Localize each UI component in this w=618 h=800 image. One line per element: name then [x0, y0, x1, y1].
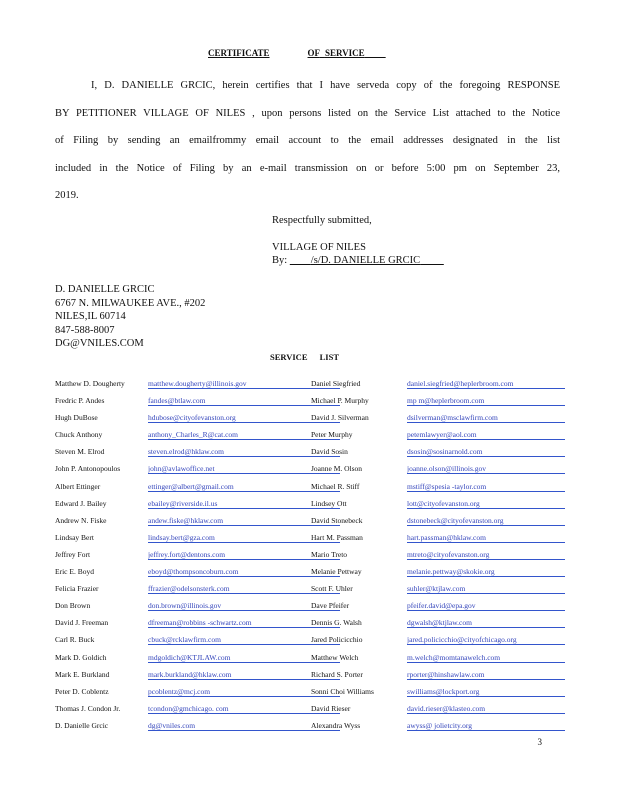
service-list-row — [55, 480, 565, 497]
service-list — [55, 377, 565, 736]
contact-email-link[interactable]: rporter@hinshawlaw.com — [407, 670, 565, 680]
contact-name: Joanne M. Olson — [311, 464, 363, 474]
contact-email-link[interactable]: petemlawyer@aol.com — [407, 430, 565, 440]
signature-closing: Respectfully submitted, — [272, 215, 372, 226]
contact-email-link[interactable]: daniel.siegfried@heplerbroom.com — [407, 379, 565, 389]
service-list-row — [55, 462, 565, 479]
contact-name: Carl R. Buck — [55, 635, 95, 645]
service-list-row — [55, 565, 565, 582]
contact-name: Michael P. Murphy — [311, 396, 369, 406]
contact-email-link[interactable]: dsosin@sosinarnold.com — [407, 447, 565, 457]
contact-name: Hugh DuBose — [55, 413, 98, 423]
contact-name: David Rieser — [311, 703, 351, 713]
contact-email-link[interactable]: swilliams@lockport.org — [407, 687, 565, 697]
service-list-row — [55, 685, 565, 702]
contact-email-link[interactable]: ebailey@riverside.il.us — [148, 499, 340, 509]
page-number: 3 — [537, 737, 542, 747]
contact-email-link[interactable]: hart.passman@hklaw.com — [407, 533, 565, 543]
contact-email-link[interactable]: dg@vniles.com — [148, 721, 340, 731]
contact-email-link[interactable]: dstonebeck@cityofevanston.org — [407, 516, 565, 526]
contact-email-link[interactable]: eboyd@thompsoncoburn.com — [148, 567, 340, 577]
service-list-row — [55, 497, 565, 514]
contact-name: Lindsay Bert — [55, 532, 94, 542]
title-word-service: SERVICE — [324, 48, 365, 58]
address-line-city: NILES,IL 60714 — [55, 311, 126, 322]
service-list-row — [55, 514, 565, 531]
sender-address — [55, 283, 205, 351]
service-list-row — [55, 616, 565, 633]
contact-email-link[interactable]: mp m@heplerbroom.com — [407, 396, 565, 406]
service-list-row — [55, 599, 565, 616]
contact-name: Chuck Anthony — [55, 430, 103, 440]
contact-email-link[interactable]: dfreeman@robbins -schwartz.com — [148, 618, 340, 628]
contact-name: Edward J. Bailey — [55, 498, 107, 508]
service-list-row — [55, 651, 565, 668]
contact-email-link[interactable]: joanne.olson@illinois.gov — [407, 464, 565, 474]
contact-name: David J. Freeman — [55, 618, 109, 628]
address-line-name: D. DANIELLE GRCIC — [55, 284, 155, 295]
contact-email-link[interactable]: mstiff@spesia -taylor.com — [407, 482, 565, 492]
contact-name: Matthew Welch — [311, 652, 359, 662]
contact-email-link[interactable]: hdubose@cityofevanston.org — [148, 413, 340, 423]
contact-name: Jared Policicchio — [311, 635, 363, 645]
contact-name: Lindsey Ott — [311, 498, 347, 508]
signature-by-value: /s/D. DANIELLE GRCIC — [310, 255, 421, 266]
contact-email-link[interactable]: mtreto@cityofevanston.org — [407, 550, 565, 560]
signature-by-line — [272, 254, 444, 267]
contact-name: Albert Ettinger — [55, 481, 101, 491]
contact-name: Eric E. Boyd — [55, 567, 94, 577]
contact-name: Mario Treto — [311, 549, 348, 559]
contact-email-link[interactable]: anthony_Charles_R@cat.com — [148, 430, 340, 440]
address-line-phone: 847-588-8007 — [55, 324, 115, 336]
contact-name: Alexandra Wyss — [311, 720, 361, 730]
service-list-row — [55, 394, 565, 411]
contact-email-link[interactable]: suhler@ktjlaw.com — [407, 584, 565, 594]
service-list-row — [55, 531, 565, 548]
contact-name: Thomas J. Condon Jr. — [55, 703, 121, 713]
contact-email-link[interactable]: pfeifer.david@epa.gov — [407, 601, 565, 611]
certificate-title — [208, 48, 386, 58]
contact-email-link[interactable]: melanie.pettway@skokie.org — [407, 567, 565, 577]
contact-name: Richard S. Porter — [311, 669, 363, 679]
contact-email-link[interactable]: john@avlawoffice.net — [148, 464, 340, 474]
contact-name: David Sosin — [311, 447, 348, 457]
service-list-row — [55, 445, 565, 462]
service-list-row — [55, 428, 565, 445]
contact-name: Michael R. Stiff — [311, 481, 360, 491]
contact-email-link[interactable]: pcoblentz@mcj.com — [148, 687, 340, 697]
contact-name: Andrew N. Fiske — [55, 515, 107, 525]
contact-email-link[interactable]: dsilverman@msclawfirm.com — [407, 413, 565, 423]
contact-email-link[interactable]: awyss@ jolietcity.org — [407, 721, 565, 731]
contact-email-link[interactable]: mdgoldich@KTJLAW.com — [148, 653, 340, 663]
contact-name: Sonni Choi Williams — [311, 686, 374, 696]
service-list-row — [55, 702, 565, 719]
contact-name: D. Danielle Grcic — [55, 720, 109, 730]
contact-email-link[interactable]: cbuck@rcklawfirm.com — [148, 635, 340, 645]
contact-email-link[interactable]: m.welch@momtanawelch.com — [407, 653, 565, 663]
contact-name: Daniel Siegfried — [311, 379, 361, 388]
contact-name: Matthew D. Dougherty — [55, 379, 125, 388]
contact-email-link[interactable]: ffrazier@odelsonsterk.com — [148, 584, 340, 594]
contact-email-link[interactable]: jeffrey.fort@dentons.com — [148, 550, 340, 560]
contact-name: Melanie Pettway — [311, 567, 362, 577]
contact-email-link[interactable]: lott@cityofevanston.org — [407, 499, 565, 509]
contact-email-link[interactable]: andew.fiske@hklaw.com — [148, 516, 340, 526]
contact-name: David Stonebeck — [311, 515, 363, 525]
contact-name: Scott F. Uhler — [311, 584, 353, 594]
contact-email-link[interactable]: tcondon@gmchicago. com — [148, 704, 340, 714]
contact-email-link[interactable]: steven.elrod@hklaw.com — [148, 447, 340, 457]
address-line-email: DG@VNILES.COM — [55, 338, 144, 349]
contact-email-link[interactable]: mark.burkland@hklaw.com — [148, 670, 340, 680]
contact-name: Dave Pfeifer — [311, 601, 350, 611]
contact-name: Mark E. Burkland — [55, 669, 110, 679]
contact-email-link[interactable]: matthew.dougherty@illinois.gov — [148, 379, 340, 389]
service-list-row — [55, 582, 565, 599]
service-list-row — [55, 719, 565, 736]
contact-email-link[interactable]: fandes@btlaw.com — [148, 396, 340, 406]
contact-name: Peter D. Coblentz — [55, 686, 109, 696]
contact-email-link[interactable]: ettinger@albert@gmail.com — [148, 482, 340, 492]
signature-party: VILLAGE OF NILES — [272, 242, 366, 253]
service-list-row — [55, 411, 565, 428]
contact-name: Hart M. Passman — [311, 532, 363, 542]
contact-name: Felicia Frazier — [55, 584, 99, 594]
contact-email-link[interactable]: jared.policicchio@cityofchicago.org — [407, 635, 565, 645]
contact-email-link[interactable]: don.brown@illinois.gov — [148, 601, 340, 611]
contact-name: Fredric P. Andes — [55, 396, 105, 406]
title-word-of: OF — [307, 48, 320, 58]
service-list-row — [55, 377, 565, 394]
certificate-paragraph: I, D. DANIELLE GRCIC, herein certifies that I have serveda copy of the foregoing RESPONSE BY PETITIONER VILLAGE OF NILES , upon persons listed on the Service List attached to the Notice of Filing by sending an emailfrommy email account to the email addresses designated in the list included in the Notice of Filing by an e-mail transmission on or before 5:00 pm on September 23, 2019. — [55, 80, 560, 201]
contact-name: Don Brown — [55, 601, 91, 611]
contact-name: David J. Silverman — [311, 413, 369, 423]
service-list-heading: SERVICE LIST — [270, 352, 339, 362]
address-line-street: 6767 N. MILWAUKEE AVE., #202 — [55, 297, 206, 309]
signature-by-label: By: — [272, 255, 288, 266]
certificate-body — [55, 72, 560, 210]
contact-name: Steven M. Elrod — [55, 447, 105, 457]
contact-email-link[interactable]: dgwalsh@ktjlaw.com — [407, 618, 565, 628]
contact-email-link[interactable]: lindsay.bert@gza.com — [148, 533, 340, 543]
contact-email-link[interactable]: david.rieser@klasteo.com — [407, 704, 565, 714]
contact-name: Jeffrey Fort — [55, 549, 91, 559]
contact-name: Dennis G. Walsh — [311, 618, 362, 628]
contact-name: Mark D. Goldich — [55, 652, 107, 662]
contact-name: Peter Murphy — [311, 430, 353, 440]
title-word-certificate: CERTIFICATE — [208, 48, 270, 58]
service-list-row — [55, 633, 565, 650]
contact-name: John P. Antonopoulos — [55, 464, 121, 474]
service-list-row — [55, 548, 565, 565]
service-list-row — [55, 668, 565, 685]
